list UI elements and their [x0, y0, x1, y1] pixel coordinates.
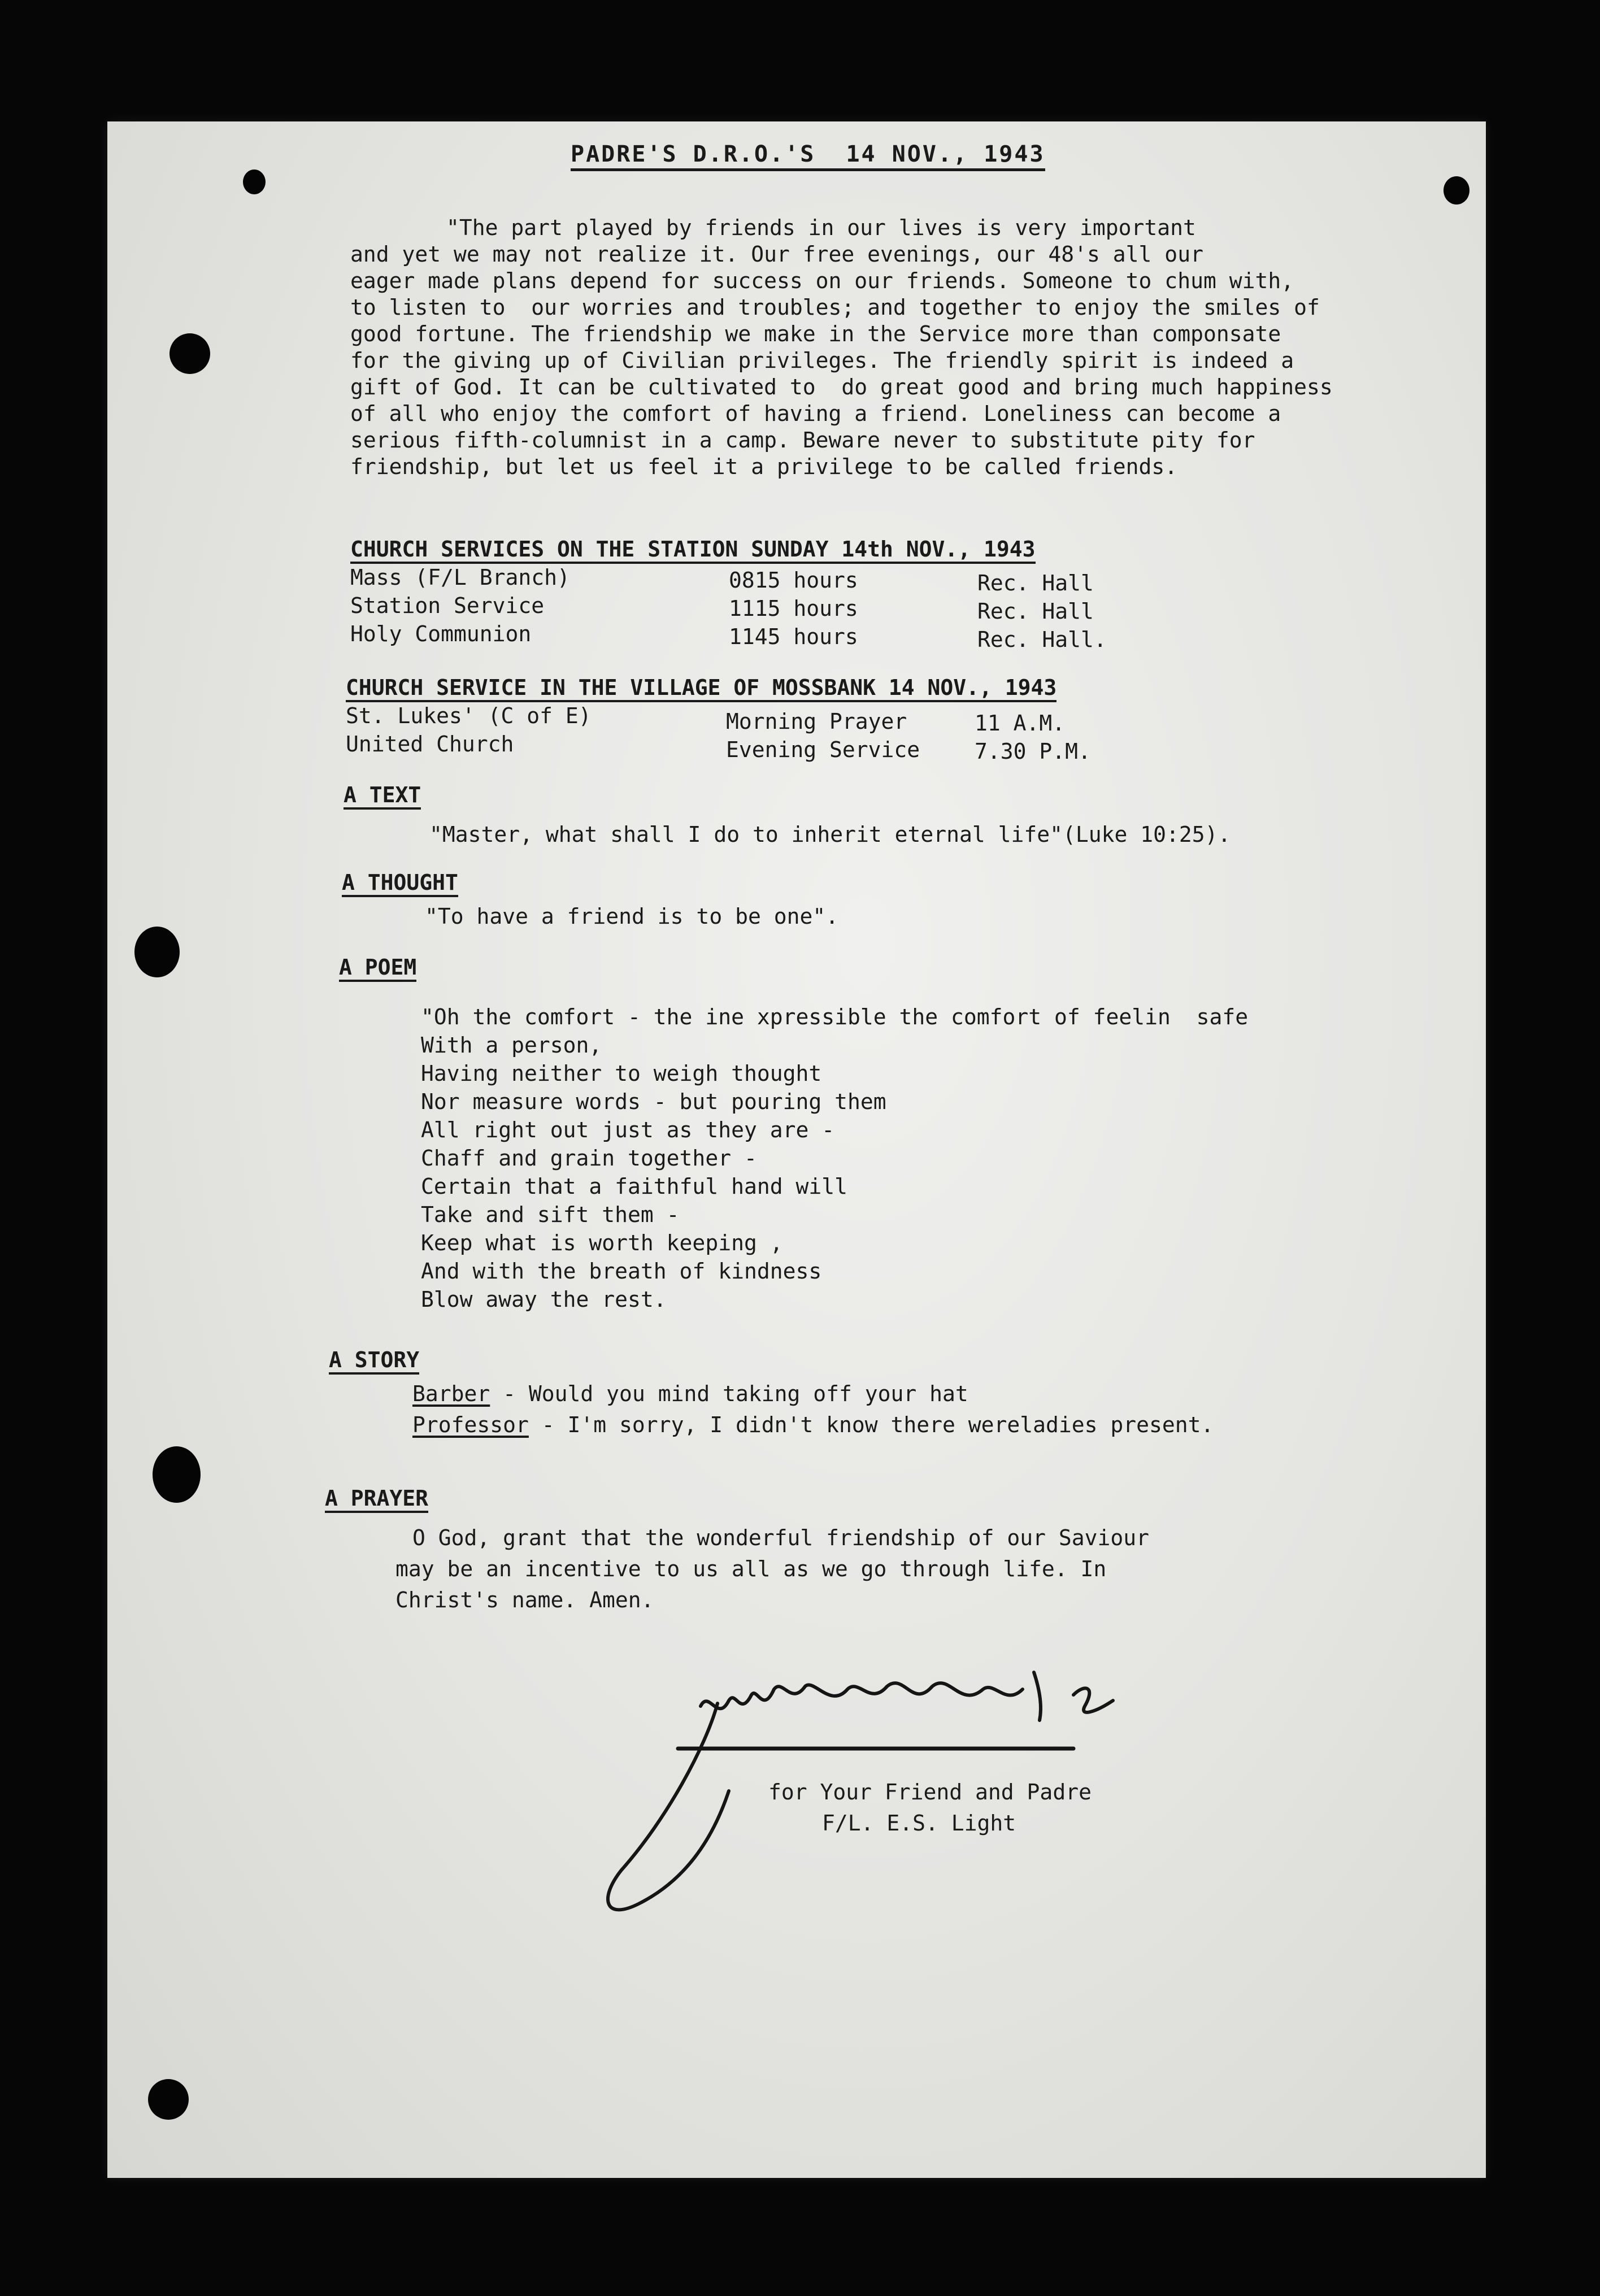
story-dialogue: - Would you mind taking off your hat	[490, 1381, 968, 1406]
thought-body: "To have a friend is to be one".	[425, 904, 839, 929]
prayer-heading: A PRAYER	[325, 1486, 428, 1513]
station-service-place: Rec. Hall.	[977, 627, 1107, 652]
poem-line: With a person,	[421, 1033, 602, 1058]
story-line-barber	[412, 1381, 968, 1406]
text-body: "Master, what shall I do to inherit eternal life"(Luke 10:25).	[429, 822, 1231, 847]
text-heading: A TEXT	[344, 782, 421, 810]
village-service-time: 7.30 P.M.	[975, 739, 1091, 764]
intro-line: to listen to our worries and troubles; and together to enjoy the smiles of	[350, 295, 1320, 320]
story-speaker-barber: Barber	[412, 1381, 490, 1406]
poem-line: Having neither to weigh thought	[421, 1061, 822, 1086]
story-line-professor	[412, 1412, 1214, 1437]
intro-line: good fortune. The friendship we make in the Service more than componsate	[350, 321, 1281, 346]
punch-hole	[243, 169, 266, 194]
poem-line: And with the breath of kindness	[421, 1259, 822, 1284]
intro-line: of all who enjoy the comfort of having a friend. Loneliness can become a	[350, 401, 1281, 426]
story-speaker-professor: Professor	[412, 1412, 529, 1437]
poem-line: All right out just as they are -	[421, 1117, 835, 1142]
intro-line: for the giving up of Civilian privileges. The friendly spirit is indeed a	[350, 348, 1294, 373]
station-service-time: 0815 hours	[729, 568, 858, 593]
poem-line: Take and sift them -	[421, 1202, 680, 1227]
village-service-time: 11 A.M.	[975, 711, 1066, 736]
poem	[421, 1003, 1248, 1314]
intro-line: friendship, but let us feel it a privilege to be called friends.	[350, 454, 1178, 479]
prayer-line: O God, grant that the wonderful friendship of our Saviour	[412, 1525, 1150, 1550]
sign-off: for Your Friend and Padre	[768, 1780, 1092, 1804]
village-service-name: Morning Prayer	[726, 709, 907, 734]
station-service-place: Rec. Hall	[977, 571, 1094, 595]
prayer-line: Christ's name. Amen.	[395, 1588, 654, 1612]
village-service-name: Evening Service	[726, 737, 920, 762]
station-service-name: Station Service	[350, 593, 545, 618]
intro-paragraph	[350, 215, 1424, 480]
station-service-name: Mass (F/L Branch)	[350, 565, 570, 590]
intro-line: "The part played by friends in our lives is very important	[446, 215, 1196, 240]
station-services-heading: CHURCH SERVICES ON THE STATION SUNDAY 14th NOV., 1943	[350, 537, 1036, 564]
poem-line: Blow away the rest.	[421, 1287, 667, 1312]
punch-hole	[148, 2079, 189, 2120]
village-church-name: St. Lukes' (C of E)	[346, 703, 592, 728]
station-service-time: 1145 hours	[729, 624, 858, 649]
punch-hole	[1444, 176, 1469, 205]
punch-hole	[134, 927, 180, 977]
poem-line: Nor measure words - but pouring them	[421, 1089, 886, 1114]
station-service-name: Holy Communion	[350, 621, 532, 646]
punch-hole	[169, 333, 210, 374]
intro-line: and yet we may not realize it. Our free evenings, our 48's all our	[350, 242, 1203, 267]
village-church-name: United Church	[346, 732, 514, 756]
thought-heading: A THOUGHT	[342, 870, 458, 897]
story-heading: A STORY	[329, 1347, 419, 1375]
poem-line: Chaff and grain together -	[421, 1146, 757, 1171]
story-dialogue: - I'm sorry, I didn't know there wereladies present.	[528, 1412, 1214, 1437]
poem-line: "Oh the comfort - the ine xpressible the comfort of feelin safe	[421, 1004, 1249, 1029]
poem-heading: A POEM	[339, 955, 416, 982]
intro-line: serious fifth-columnist in a camp. Beware never to substitute pity for	[350, 428, 1255, 453]
station-service-time: 1115 hours	[729, 596, 858, 621]
signatory-name: F/L. E.S. Light	[822, 1811, 1016, 1836]
poem-line: Certain that a faithful hand will	[421, 1174, 847, 1199]
intro-line: gift of God. It can be cultivated to do great good and bring much happiness	[350, 375, 1333, 399]
poem-line: Keep what is worth keeping ,	[421, 1230, 783, 1255]
document-title: PADRE'S D.R.O.'S 14 NOV., 1943	[571, 141, 1045, 171]
punch-hole	[153, 1446, 201, 1503]
intro-line: eager made plans depend for success on our friends. Someone to chum with,	[350, 268, 1294, 293]
village-services-heading: CHURCH SERVICE IN THE VILLAGE OF MOSSBANK 14 NOV., 1943	[346, 675, 1056, 702]
prayer-line: may be an incentive to us all as we go through life. In	[395, 1556, 1107, 1581]
station-service-place: Rec. Hall	[977, 599, 1094, 624]
